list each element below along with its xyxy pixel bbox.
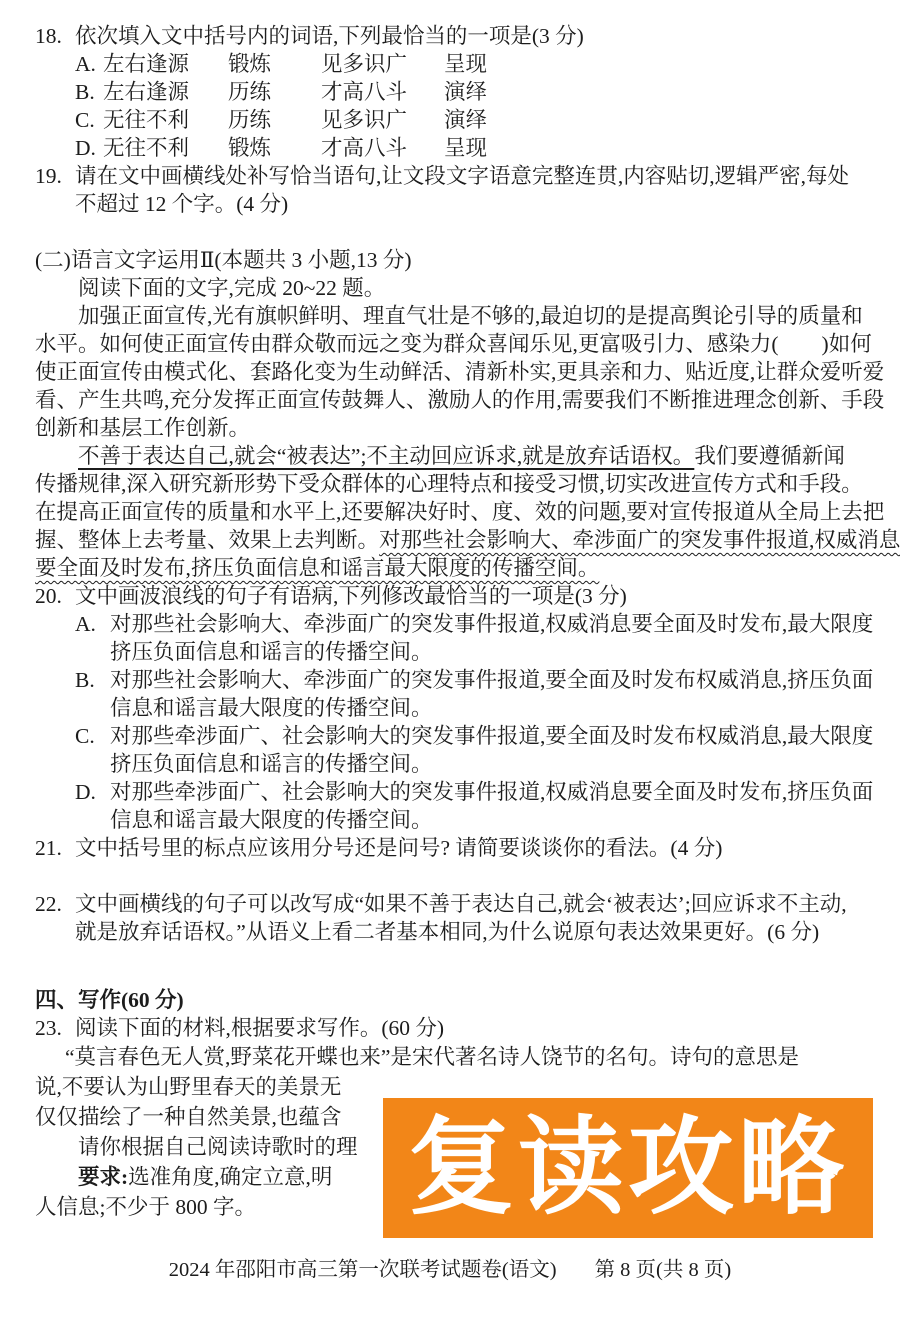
option-line: 挤压负面信息和谣言的传播空间。	[110, 752, 433, 776]
material-text: 选准角度,确定立意,明	[128, 1165, 333, 1189]
question-number: 20.	[35, 584, 62, 608]
question-number: 22.	[35, 892, 62, 916]
material-line: 说,不要认为山野里春天的美景无	[35, 1075, 342, 1099]
question-number: 23.	[35, 1016, 62, 1040]
question-text: 文中画波浪线的句子有语病,下列修改最恰当的一项是(3 分)	[75, 584, 627, 608]
footer-title: 2024 年邵阳市高三第一次联考试题卷(语文)	[168, 1259, 557, 1281]
option-label: B.	[75, 668, 95, 692]
option-word: 呈现	[444, 52, 488, 76]
passage-line	[35, 526, 900, 554]
option-label: D.	[75, 136, 96, 160]
option-word: 无往不利	[103, 108, 190, 132]
question-number: 18.	[35, 24, 62, 48]
question-number: 19.	[35, 164, 62, 188]
question-19-continuation: 不超过 12 个字。(4 分)	[75, 192, 289, 216]
option-line: 对那些牵涉面广、社会影响大的突发事件报道,要全面及时发布权威消息,最大限度	[110, 724, 874, 748]
passage-line: 在提高正面宣传的质量和水平上,还要解决好时、度、效的问题,要对宣传报道从全局上去把	[35, 500, 885, 524]
q20-option-a	[35, 610, 872, 666]
wavy-underlined-sentence: 对那些社会影响大、牵涉面广的突发事件报道,权威消息	[379, 528, 900, 552]
passage-line: 加强正面宣传,光有旗帜鲜明、理直气壮是不够的,最迫切的是提高舆论引导的质量和	[78, 304, 863, 328]
passage-line: 创新和基层工作创新。	[35, 416, 251, 440]
q20-option-b	[35, 666, 872, 722]
option-word: 演绎	[444, 80, 488, 104]
option-word: 无往不利	[103, 136, 190, 160]
passage-line: 使正面宣传由模式化、套路化变为生动鲜活、清新朴实,更具亲和力、贴近度,让群众爱听爱	[35, 360, 885, 384]
section-4-heading: 四、写作(60 分)	[35, 988, 184, 1012]
question-23-stem	[35, 1014, 872, 1042]
material-line: “莫言春色无人赏,野菜花开蝶也来”是宋代著名诗人饶节的名句。诗句的意思是	[65, 1045, 799, 1069]
passage-text: 握、整体上去考量、效果上去判断。	[35, 528, 380, 552]
ad-watermark-banner	[383, 1098, 873, 1238]
page-footer	[0, 1256, 900, 1284]
option-label: A.	[75, 52, 96, 76]
option-word: 见多识广	[321, 108, 408, 132]
question-18-stem	[35, 22, 872, 50]
question-text: 阅读下面的材料,根据要求写作。(60 分)	[75, 1016, 445, 1040]
ad-watermark-text: 复读攻略	[408, 1109, 848, 1227]
option-line: 信息和谣言最大限度的传播空间。	[110, 808, 433, 832]
section-2-intro: 阅读下面的文字,完成 20~22 题。	[78, 276, 386, 300]
option-label: D.	[75, 780, 96, 804]
passage-line	[35, 554, 872, 582]
option-label: C.	[75, 108, 95, 132]
option-word: 锻炼	[228, 52, 272, 76]
passage-line: 看、产生共鸣,充分发挥正面宣传鼓舞人、激励人的作用,需要我们不断推进理念创新、手段	[35, 388, 885, 412]
passage-text: 我们要遵循新闻	[694, 444, 845, 468]
material-line: 仅仅描绘了一种自然美景,也蕴含	[35, 1105, 342, 1129]
passage-line: 水平。如何使正面宣传由群众敬而远之变为群众喜闻乐见,更富吸引力、感染力( )如何	[35, 332, 872, 356]
option-line: 信息和谣言最大限度的传播空间。	[110, 696, 433, 720]
option-word: 呈现	[444, 136, 488, 160]
option-label: A.	[75, 612, 96, 636]
question-text: 请在文中画横线处补写恰当语句,让文段文字语意完整连贯,内容贴切,逻辑严密,每处	[75, 164, 850, 188]
underlined-sentence: 不善于表达自己,就会“被表达”;不主动回应诉求,就是放弃话语权。	[78, 444, 695, 468]
option-label: C.	[75, 724, 95, 748]
question-20-stem	[35, 582, 872, 610]
question-19-stem	[35, 162, 872, 190]
option-word: 才高八斗	[321, 80, 408, 104]
question-21-stem	[35, 834, 872, 862]
option-line: 对那些社会影响大、牵涉面广的突发事件报道,要全面及时发布权威消息,挤压负面	[110, 668, 874, 692]
requirements-label: 要求:	[78, 1165, 129, 1189]
option-line: 对那些社会影响大、牵涉面广的突发事件报道,权威消息要全面及时发布,最大限度	[110, 612, 874, 636]
question-text: 文中画横线的句子可以改写成“如果不善于表达自己,就会‘被表达’;回应诉求不主动,	[75, 892, 847, 916]
q20-option-c	[35, 722, 872, 778]
section-2-heading: (二)语言文字运用Ⅱ(本题共 3 小题,13 分)	[35, 248, 412, 272]
q20-option-d	[35, 778, 872, 834]
material-line: 请你根据自己阅读诗歌时的理	[78, 1135, 358, 1159]
option-word: 才高八斗	[321, 136, 408, 160]
option-label: B.	[75, 80, 95, 104]
passage-line	[35, 442, 872, 470]
option-line: 对那些牵涉面广、社会影响大的突发事件报道,权威消息要全面及时发布,挤压负面	[110, 780, 874, 804]
question-22-continuation: 就是放弃话语权。”从语义上看二者基本相同,为什么说原句表达效果更好。(6 分)	[75, 920, 820, 944]
q18-option-b	[35, 78, 872, 106]
option-word: 左右逢源	[103, 80, 190, 104]
question-text: 文中括号里的标点应该用分号还是问号? 请简要谈谈你的看法。(4 分)	[75, 836, 723, 860]
q18-option-a	[35, 50, 872, 78]
option-line: 挤压负面信息和谣言的传播空间。	[110, 640, 433, 664]
option-word: 见多识广	[321, 52, 408, 76]
option-word: 历练	[228, 108, 272, 132]
question-22-stem	[35, 890, 872, 918]
wavy-underlined-sentence: 要全面及时发布,挤压负面信息和谣言最大限度的传播空间。	[35, 556, 600, 580]
passage-line: 传播规律,深入研究新形势下受众群体的心理特点和接受习惯,切实改进宣传方式和手段。	[35, 472, 863, 496]
option-word: 演绎	[444, 108, 488, 132]
q18-option-c	[35, 106, 872, 134]
question-number: 21.	[35, 836, 62, 860]
option-word: 锻炼	[228, 136, 272, 160]
question-text: 依次填入文中括号内的词语,下列最恰当的一项是(3 分)	[75, 24, 584, 48]
q18-option-d	[35, 134, 872, 162]
option-word: 历练	[228, 80, 272, 104]
material-line: 人信息;不少于 800 字。	[35, 1195, 256, 1219]
option-word: 左右逢源	[103, 52, 190, 76]
footer-page-number: 第 8 页(共 8 页)	[594, 1259, 732, 1281]
